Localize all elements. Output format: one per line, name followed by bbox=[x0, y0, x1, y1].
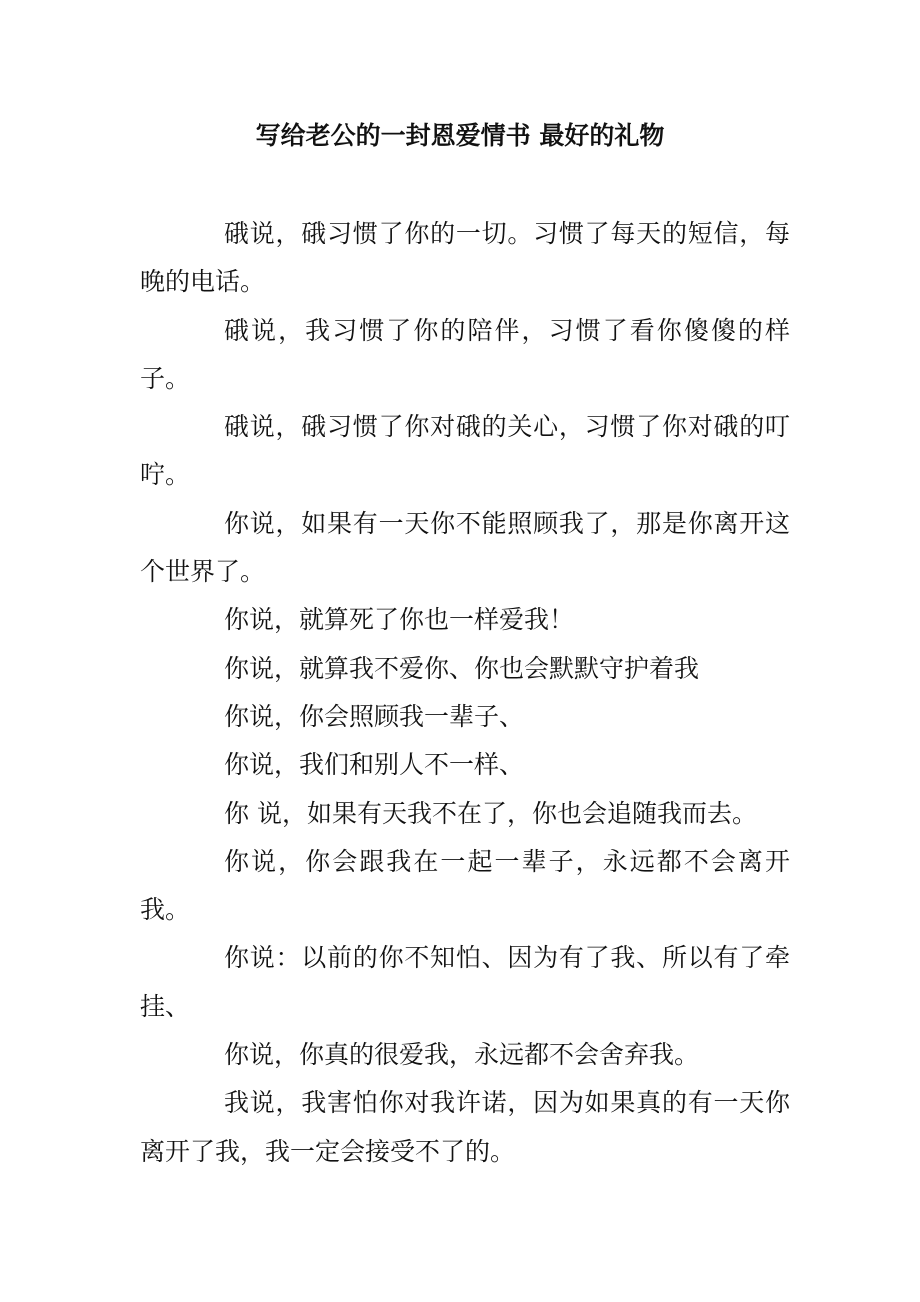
paragraph: 你说，你真的很爱我，永远都不会舍弃我。 bbox=[224, 1040, 700, 1070]
document-title: 写给老公的一封恩爱情书 最好的礼物 bbox=[255, 121, 665, 150]
paragraph: 你说，我们和别人不一样、 bbox=[224, 750, 525, 780]
paragraph: 你 说，如果有天我不在了，你也会追随我而去。 bbox=[224, 798, 757, 828]
paragraph: 硪说，我习惯了你的陪伴，习惯了看你傻傻的样子。 bbox=[140, 315, 790, 393]
paragraph: 硪说，硪习惯了你的一切。习惯了每天的短信，每晚的电话。 bbox=[140, 219, 790, 297]
document-body bbox=[140, 210, 790, 1176]
paragraph: 你说，就算死了你也一样爱我！ bbox=[224, 605, 575, 635]
paragraph: 你说，你会照顾我一辈子、 bbox=[224, 701, 525, 731]
paragraph: 你说，如果有一天你不能照顾我了，那是你离开这个世界了。 bbox=[140, 508, 790, 587]
paragraph: 你说，你会跟我在一起一辈子，永远都不会离开我。 bbox=[140, 846, 790, 925]
paragraph: 硪说，硪习惯了你对硪的关心，习惯了你对硪的叮咛。 bbox=[140, 412, 790, 490]
paragraph: 你说，就算我不爱你、你也会默默守护着我 bbox=[224, 653, 700, 683]
paragraph: 我说，我害怕你对我许诺，因为如果真的有一天你离开了我，我一定会接受不了的。 bbox=[140, 1088, 790, 1166]
paragraph: 你说：以前的你不知怕、因为有了我、所以有了牵挂、 bbox=[140, 943, 790, 1021]
